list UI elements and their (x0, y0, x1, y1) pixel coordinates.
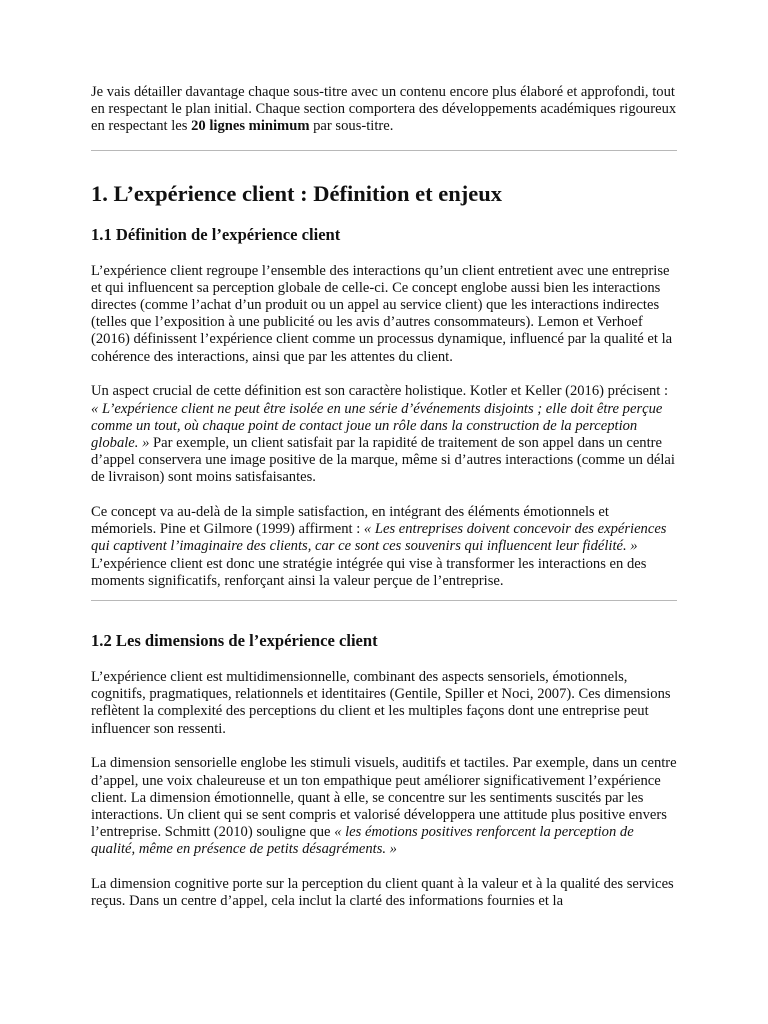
paragraph-text: La dimension sensorielle englobe les stimuli visuels, auditifs et tactiles. Par exemple, dans un centre d’appel, une voix chaleureuse et un ton empathique peut améliorer significativement l’expérience client. La dimension émotionnelle, quant à elle, se concentre sur les sentiments suscités par les interactions. Un client qui se sent compris et valorisé développera une attitude plus positive envers l’entreprise. Schmitt (2010) souligne que (91, 755, 677, 841)
paragraph-text: Un aspect crucial de cette définition est son caractère holistique. Kotler et Keller (2016) précisent : (91, 383, 669, 400)
horizontal-rule (91, 600, 677, 601)
paragraph-1-2-a: L’expérience client est multidimensionnelle, combinant des aspects sensoriels, émotionnels, cognitifs, pragmatiques, relationnels et identitaires (Gentile, Spiller et Noci, 2007). Ces dimensions reflètent la complexité des perceptions du client et les multiples façons dont une entreprise peut influencer son ressenti. (91, 669, 671, 737)
paragraph-text: Par exemple, un client satisfait par la rapidité de traitement de son appel dans un centre d’appel conservera une image positive de la marque, même si d’autres interactions (comme un délai de livraison) sont moins satisfaisantes. (91, 434, 675, 486)
paragraph-1-1-c (91, 504, 677, 590)
subsection-1-2-heading: 1.2 Les dimensions de l’expérience client (91, 631, 378, 651)
quote-kotler-keller: « L’expérience client ne peut être isolée en une série d’événements disjoints ; elle doit être perçue comme un tout, où chaque point de contact joue un rôle dans la construction de la perception globale. » (91, 400, 663, 451)
intro-paragraph (91, 84, 677, 136)
subsection-1-1-heading: 1.1 Définition de l’expérience client (91, 224, 341, 244)
intro-text-end: par sous-titre. (309, 118, 394, 135)
quote-pine-gilmore: « Les entreprises doivent concevoir des expériences qui captivent l’imaginaire des clients, car ce sont ces souvenirs qui influencent leur fidélité. » (91, 521, 667, 555)
paragraph-text: L’expérience client est donc une stratégie intégrée qui vise à transformer les interactions en des moments significatifs, renforçant ainsi la valeur perçue de l’entreprise. (91, 555, 647, 589)
horizontal-rule (91, 150, 677, 151)
paragraph-1-1-b (91, 383, 677, 486)
intro-bold-text: 20 lignes minimum (191, 118, 310, 135)
paragraph-1-2-b (91, 755, 677, 858)
section-1-title: 1. L’expérience client : Définition et enjeux (91, 180, 502, 206)
paragraph-1-2-c: La dimension cognitive porte sur la perception du client quant à la valeur et à la qualité des services reçus. Dans un centre d’appel, cela inclut la clarté des informations fournies et la (91, 876, 674, 910)
quote-schmitt: « les émotions positives renforcent la perception de qualité, même en présence de petits désagréments. » (91, 824, 634, 858)
paragraph-1-1-a: L’expérience client regroupe l’ensemble des interactions qu’un client entretient avec une entreprise et qui influencent sa perception globale de celle-ci. Ce concept englobe aussi bien les interactions directes (comme l’achat d’un produit ou un appel au service client) que les interactions indirectes (telles que l’exposition à une publicité ou les avis d’autres consommateurs). Lemon et Verhoef (2016) définissent l’expérience client comme un processus dynamique, influencé par la qualité et la cohérence des interactions, ainsi que par les attentes du client. (91, 262, 673, 365)
paragraph-text: Ce concept va au-delà de la simple satisfaction, en intégrant des éléments émotionnels et mémoriels. Pine et Gilmore (1999) affirment : (91, 504, 609, 538)
intro-text: Je vais détailler davantage chaque sous-titre avec un contenu encore plus élaboré et approfondi, tout en respectant le plan initial. Chaque section comportera des développements académiques rigoureux en respectant les (91, 84, 677, 135)
